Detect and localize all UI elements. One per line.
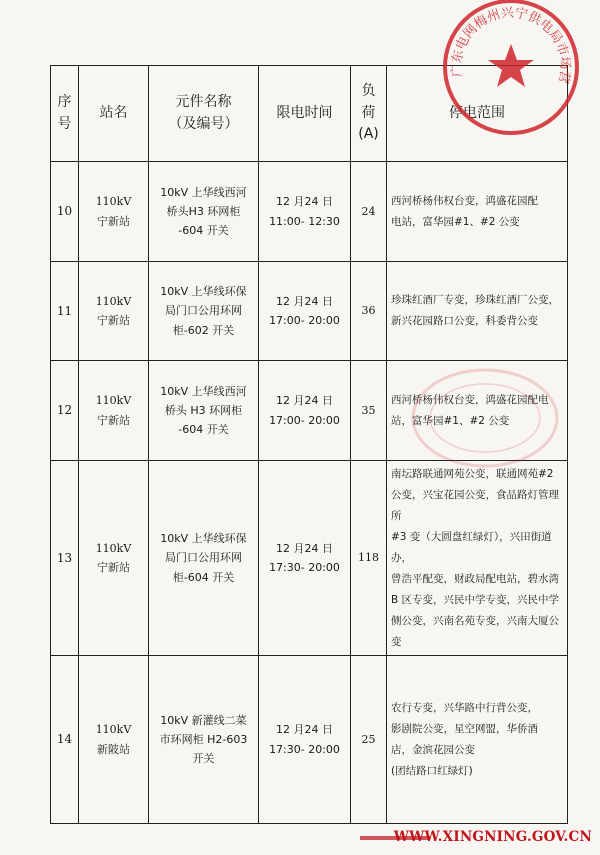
cell-element: 10kV 上华线环保 局门口公用环网 柜-604 开关 xyxy=(149,461,259,656)
seal-text-path: 广东电网梅州兴宁供电局市场营 xyxy=(449,5,573,85)
cell-range: 南坛路联通网苑公变，联通网苑#2 公变，兴宝花园公变，食品路灯管理所 #3 变（大圆盘红绿灯），兴田街道办， 曾浩平配变，财政局配电站，碧水湾 B 区专变，兴民中学专变，兴民中学 侧公变，兴南名苑专变，兴南大厦公变 xyxy=(387,461,568,656)
cell-seq: 12 xyxy=(51,361,79,461)
cell-load: 25 xyxy=(351,656,387,824)
header-element: 元件名称 （及编号） xyxy=(149,66,259,162)
header-seq: 序 号 xyxy=(51,66,79,162)
header-load: 负 荷 (A) xyxy=(351,66,387,162)
cell-load: 36 xyxy=(351,262,387,361)
header-range: 停电范围 xyxy=(387,66,568,162)
cell-station: 110kV 宁新站 xyxy=(79,361,149,461)
cell-station: 110kV 宁新站 xyxy=(79,461,149,656)
table-header-row xyxy=(51,66,568,162)
cell-time: 12 月24 日 17:00- 20:00 xyxy=(259,361,351,461)
cell-station: 110kV 新陂站 xyxy=(79,656,149,824)
cell-time: 12 月24 日 17:00- 20:00 xyxy=(259,262,351,361)
table-row xyxy=(51,162,568,262)
power-outage-table xyxy=(50,65,568,824)
cell-range: 珍珠红酒厂专变，珍珠红酒厂公变， 新兴花园路口公变，科委背公变 xyxy=(387,262,568,361)
cell-seq: 10 xyxy=(51,162,79,262)
table-row xyxy=(51,461,568,656)
header-station: 站名 xyxy=(79,66,149,162)
cell-seq: 11 xyxy=(51,262,79,361)
table-row xyxy=(51,656,568,824)
cell-load: 24 xyxy=(351,162,387,262)
cell-seq: 14 xyxy=(51,656,79,824)
cell-seq: 13 xyxy=(51,461,79,656)
cell-element: 10kV 新灌线二菜 市环网柜 H2-603 开关 xyxy=(149,656,259,824)
cell-load: 35 xyxy=(351,361,387,461)
header-time: 限电时间 xyxy=(259,66,351,162)
website-watermark: WWW.XINGNING.GOV.CN xyxy=(393,829,592,845)
cell-element: 10kV 上华线西河 桥头H3 环网柜 -604 开关 xyxy=(149,162,259,262)
cell-time: 12 月24 日 17:30- 20:00 xyxy=(259,461,351,656)
cell-element: 10kV 上华线环保 局门口公用环网 柜-602 开关 xyxy=(149,262,259,361)
cell-element: 10kV 上华线西河 桥头 H3 环网柜 -604 开关 xyxy=(149,361,259,461)
cell-range: 西河桥杨伟权台变，鸿盛花园配 电站，富华园#1、#2 公变 xyxy=(387,162,568,262)
cell-time: 12 月24 日 17:30- 20:00 xyxy=(259,656,351,824)
cell-station: 110kV 宁新站 xyxy=(79,262,149,361)
cell-time: 12 月24 日 11:00- 12:30 xyxy=(259,162,351,262)
cell-station: 110kV 宁新站 xyxy=(79,162,149,262)
cell-range: 农行专变，兴华路中行背公变， 影剧院公变，星空网盟，华侨酒 店，金滨花园公变 (团结路口红绿灯) xyxy=(387,656,568,824)
cell-load: 118 xyxy=(351,461,387,656)
cell-range: 西河桥杨伟权台变，鸿盛花园配电 站，富华园#1、#2 公变 xyxy=(387,361,568,461)
table-row xyxy=(51,262,568,361)
table-row xyxy=(51,361,568,461)
